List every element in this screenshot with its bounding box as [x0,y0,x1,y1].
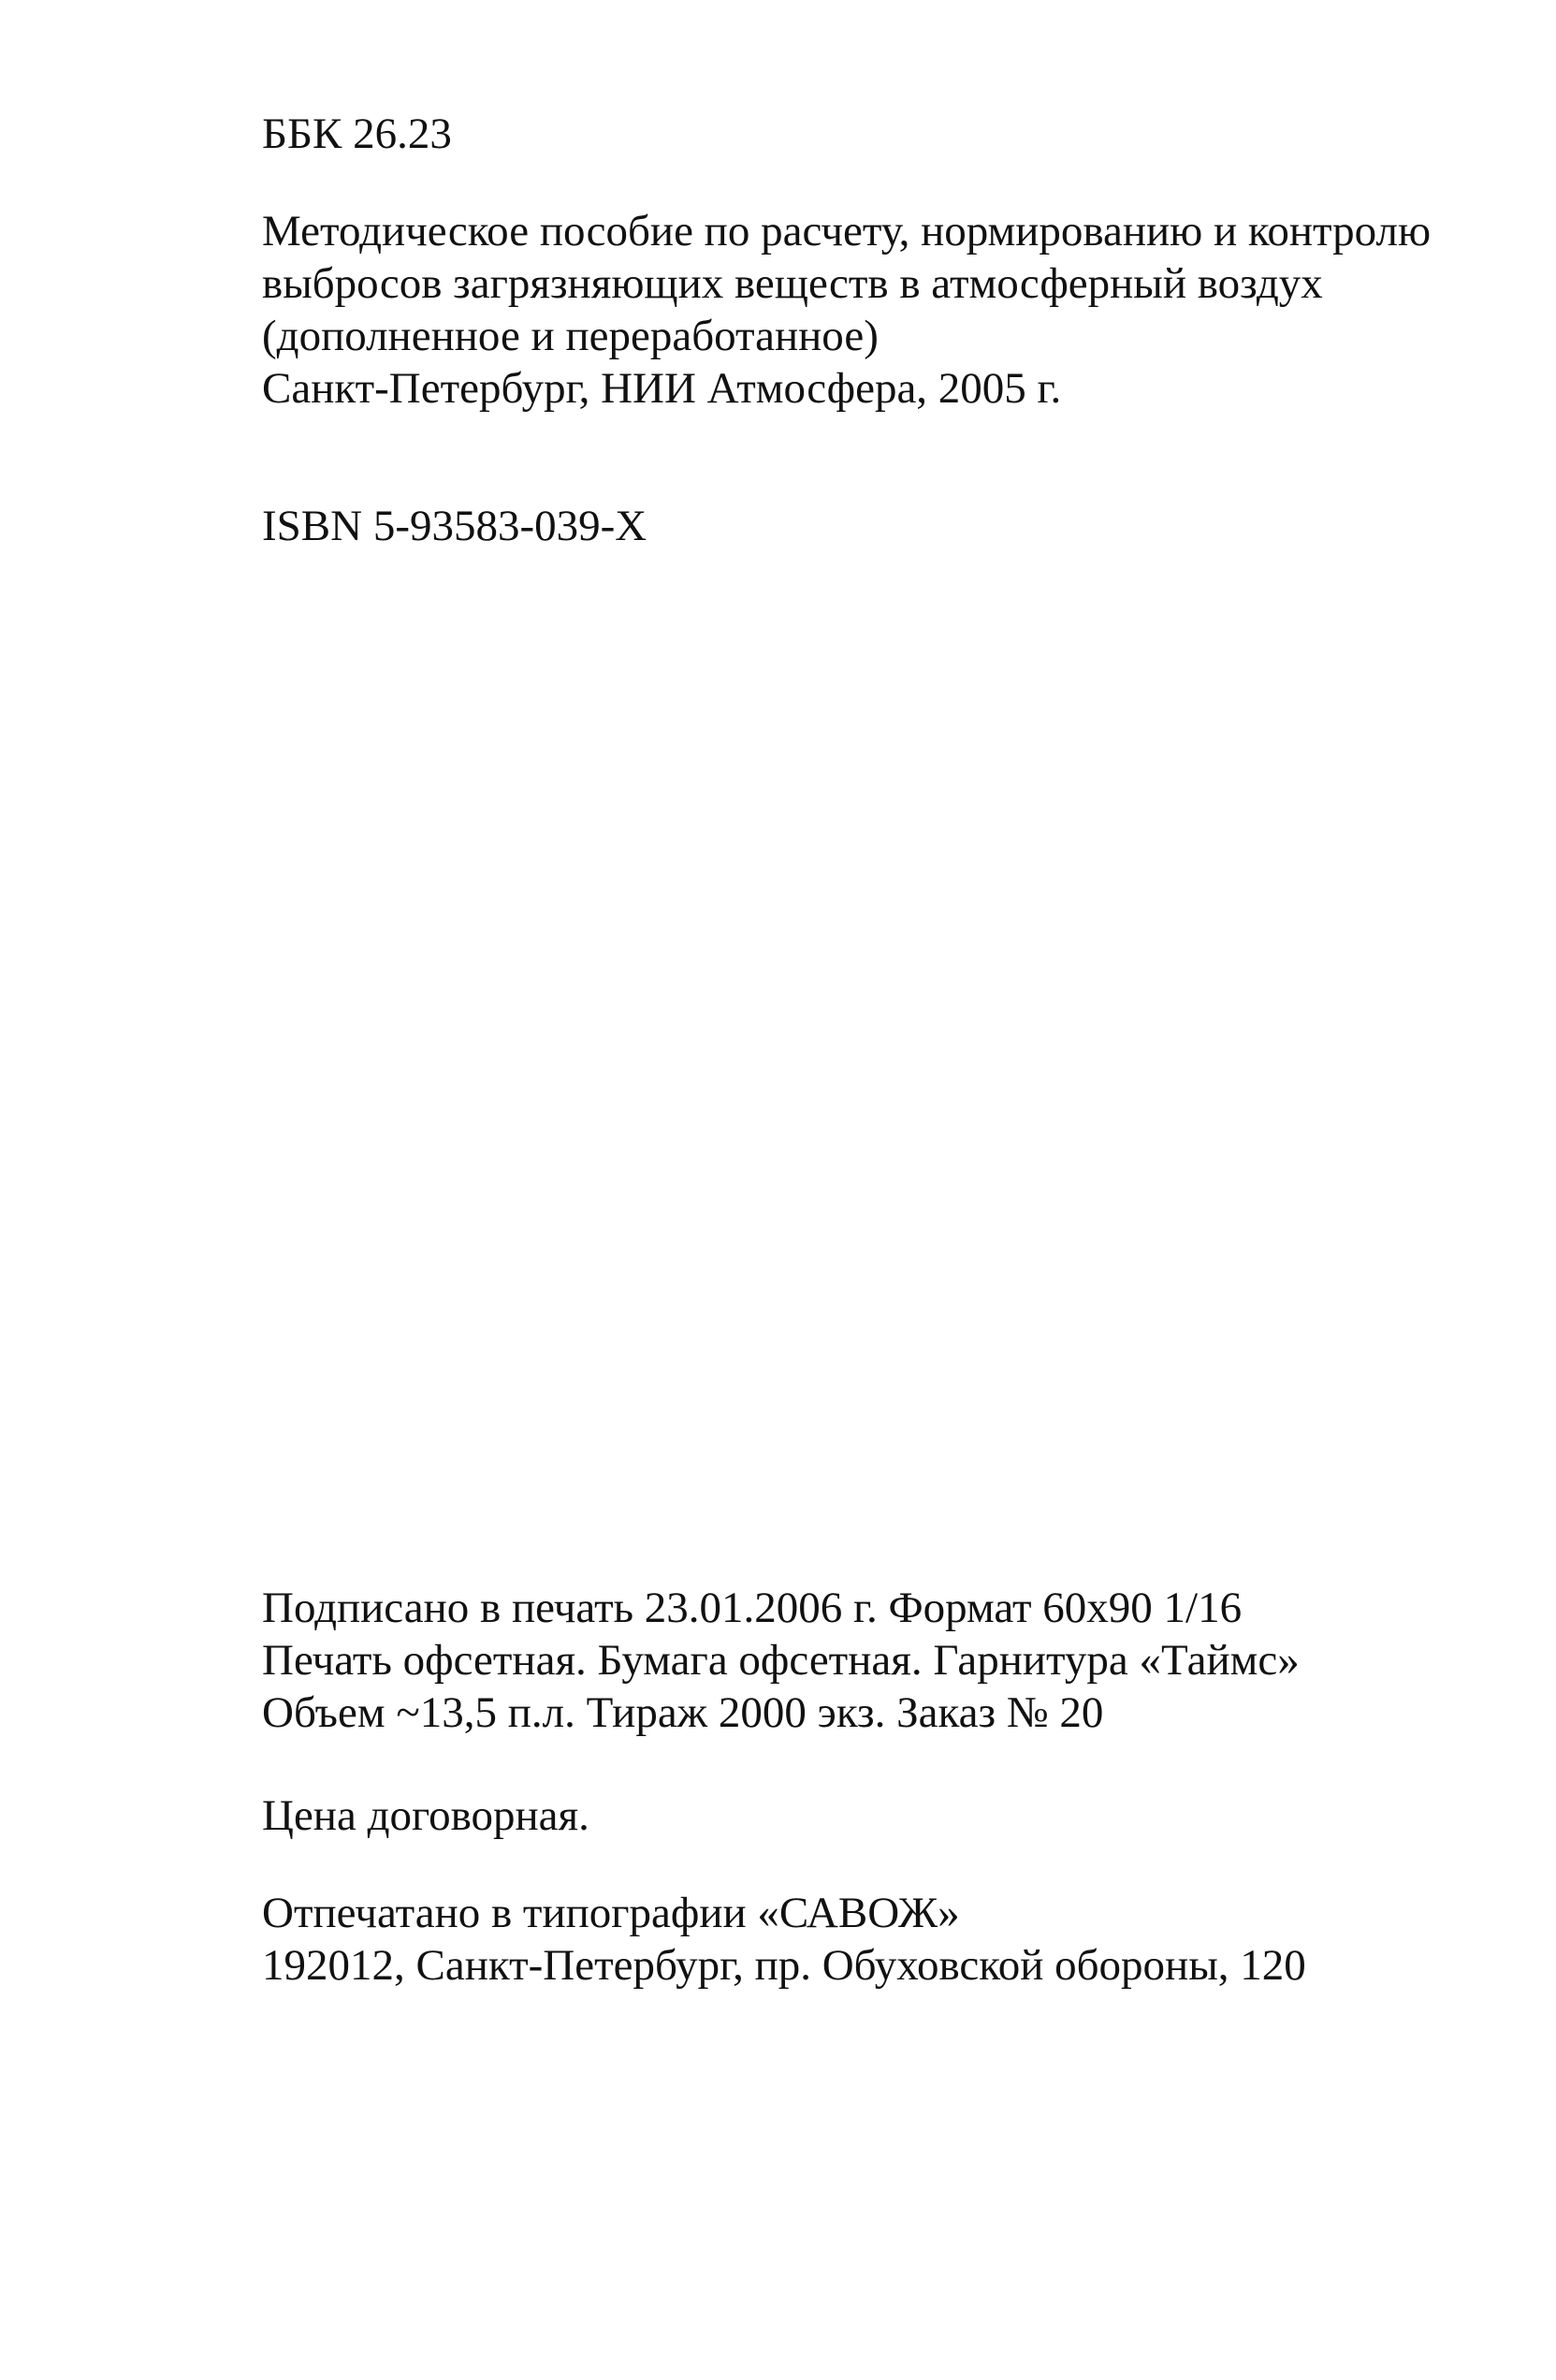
imprint-block [262,1582,1478,1739]
price [262,1789,1478,1842]
bbk-code [262,108,1478,160]
printer-line: Отпечатано в типографии «САВОЖ» [262,1889,960,1937]
title-line: (дополненное и переработанное) [262,312,879,360]
printer-block [262,1887,1478,1992]
publisher-line: Санкт-Петербург, НИИ Атмосфера, 2005 г. [262,364,1062,413]
imprint-line: Подписано в печать 23.01.2006 г. Формат 60x90 1/16 [262,1584,1243,1632]
isbn [262,500,1478,552]
title-block [262,205,1478,415]
title-line: выбросов загрязняющих веществ в атмосферный воздух [262,259,1323,308]
bbk-line: ББК 26.23 [262,110,452,158]
price-line: Цена договорная. [262,1791,589,1840]
printer-address-line: 192012, Санкт-Петербург, пр. Обуховской обороны, 120 [262,1941,1306,1990]
imprint-line: Объем ~13,5 п.л. Тираж 2000 экз. Заказ № 20 [262,1688,1104,1737]
imprint-line: Печать офсетная. Бумага офсетная. Гарнитура «Таймс» [262,1636,1300,1685]
title-line: Методическое пособие по расчету, нормированию и контролю [262,207,1432,256]
isbn-line: ISBN 5-93583-039-X [262,502,647,550]
